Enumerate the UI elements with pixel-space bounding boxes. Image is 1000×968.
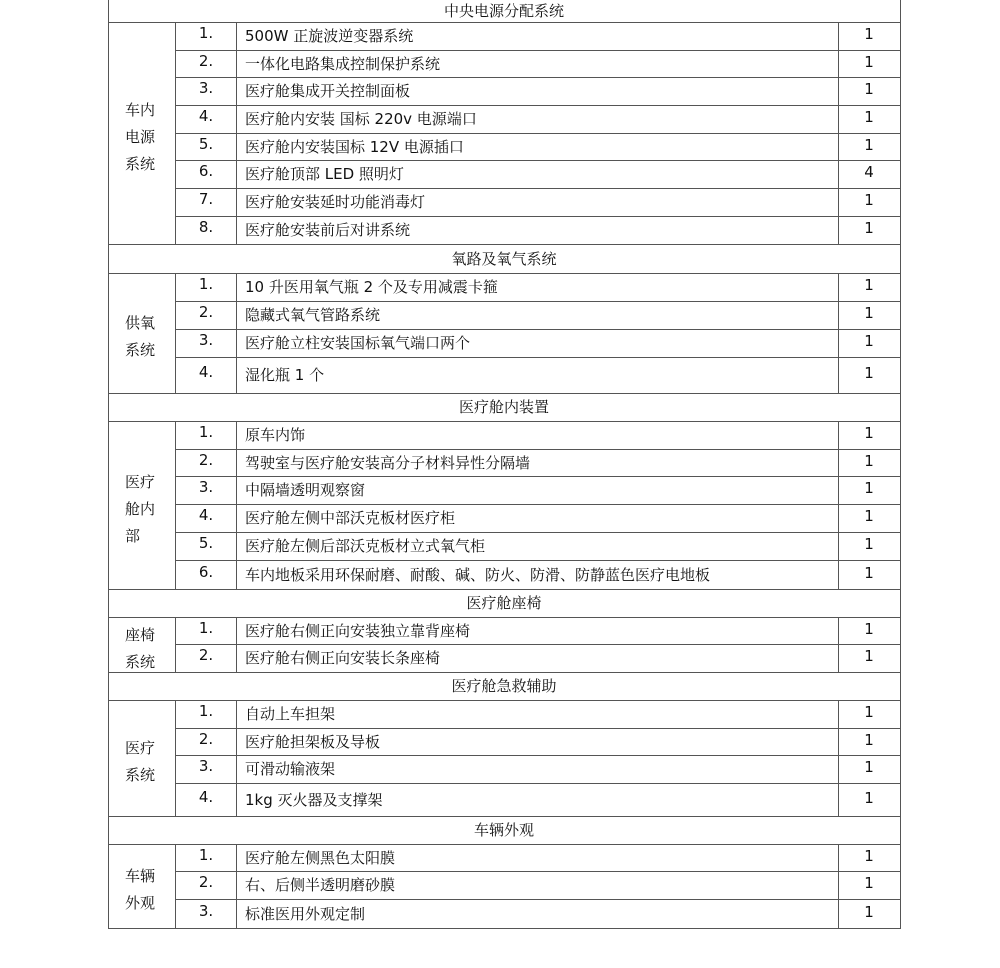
category-label: 系统 bbox=[125, 155, 156, 173]
table-border-left bbox=[108, 0, 109, 928]
item-number: 1. bbox=[198, 275, 214, 293]
section-title: 医疗舱急救辅助 bbox=[451, 677, 557, 695]
item-name: 一体化电路集成控制保护系统 bbox=[245, 55, 441, 73]
item-quantity: 1 bbox=[864, 758, 874, 776]
item-quantity: 1 bbox=[864, 507, 874, 525]
section-header-bottom bbox=[108, 844, 901, 845]
column-divider bbox=[236, 844, 237, 928]
row-divider bbox=[175, 476, 901, 477]
table-border-bottom bbox=[108, 928, 901, 929]
item-quantity: 4 bbox=[864, 163, 874, 181]
item-number: 2. bbox=[198, 451, 214, 469]
item-number: 6. bbox=[198, 162, 214, 180]
item-name: 医疗舱左侧后部沃克板材立式氧气柜 bbox=[245, 537, 486, 555]
row-divider bbox=[175, 783, 901, 784]
section-header-bottom bbox=[108, 421, 901, 422]
section-title: 中央电源分配系统 bbox=[443, 2, 564, 20]
category-label: 外观 bbox=[125, 894, 156, 912]
section-header-bottom bbox=[108, 273, 901, 274]
item-name: 医疗舱左侧中部沃克板材医疗柜 bbox=[245, 509, 456, 527]
item-name: 可滑动输液架 bbox=[245, 760, 336, 778]
section-divider bbox=[108, 816, 901, 817]
row-divider bbox=[175, 755, 901, 756]
item-number: 2. bbox=[198, 646, 214, 664]
category-label: 系统 bbox=[125, 766, 156, 784]
section-divider bbox=[108, 244, 901, 245]
item-number: 4. bbox=[198, 107, 214, 125]
row-divider bbox=[175, 188, 901, 189]
item-number: 3. bbox=[198, 331, 214, 349]
category-label: 系统 bbox=[125, 653, 156, 671]
item-name: 医疗舱担架板及导板 bbox=[245, 733, 381, 751]
row-divider bbox=[175, 728, 901, 729]
column-divider bbox=[236, 273, 237, 393]
row-divider bbox=[175, 160, 901, 161]
row-divider bbox=[175, 357, 901, 358]
section-title: 氧路及氧气系统 bbox=[451, 250, 557, 268]
item-number: 2. bbox=[198, 52, 214, 70]
category-label: 医疗 bbox=[125, 473, 156, 491]
section-header-bottom bbox=[108, 700, 901, 701]
item-quantity: 1 bbox=[864, 564, 874, 582]
item-quantity: 1 bbox=[864, 25, 874, 43]
item-quantity: 1 bbox=[864, 108, 874, 126]
item-number: 4. bbox=[198, 506, 214, 524]
item-number: 2. bbox=[198, 730, 214, 748]
row-divider bbox=[175, 644, 901, 645]
item-quantity: 1 bbox=[864, 847, 874, 865]
row-divider bbox=[175, 105, 901, 106]
item-quantity: 1 bbox=[864, 620, 874, 638]
item-name: 右、后侧半透明磨砂膜 bbox=[245, 876, 396, 894]
item-name: 中隔墙透明观察窗 bbox=[245, 481, 366, 499]
item-number: 7. bbox=[198, 190, 214, 208]
item-number: 4. bbox=[198, 788, 214, 806]
item-number: 4. bbox=[198, 363, 214, 381]
item-name: 湿化瓶 1 个 bbox=[245, 366, 325, 384]
item-quantity: 1 bbox=[864, 332, 874, 350]
column-divider bbox=[236, 421, 237, 589]
category-label: 医疗 bbox=[125, 739, 156, 757]
row-divider bbox=[175, 329, 901, 330]
item-quantity: 1 bbox=[864, 731, 874, 749]
row-divider bbox=[175, 449, 901, 450]
item-name: 医疗舱右侧正向安装长条座椅 bbox=[245, 649, 441, 667]
item-name: 医疗舱立柱安装国标氧气端口两个 bbox=[245, 334, 471, 352]
section-header-bottom bbox=[108, 617, 901, 618]
row-divider bbox=[175, 504, 901, 505]
category-label: 车内 bbox=[125, 101, 156, 119]
row-divider bbox=[175, 77, 901, 78]
item-quantity: 1 bbox=[864, 479, 874, 497]
item-number: 1. bbox=[198, 423, 214, 441]
section-divider bbox=[108, 589, 901, 590]
category-label: 电源 bbox=[125, 128, 156, 146]
row-divider bbox=[175, 899, 901, 900]
section-title: 医疗舱座椅 bbox=[466, 594, 542, 612]
item-number: 6. bbox=[198, 563, 214, 581]
category-label: 舱内 bbox=[125, 500, 156, 518]
table-border-right bbox=[900, 0, 901, 928]
item-name: 标准医用外观定制 bbox=[245, 905, 366, 923]
item-name: 医疗舱左侧黑色太阳膜 bbox=[245, 849, 396, 867]
item-quantity: 1 bbox=[864, 424, 874, 442]
item-number: 1. bbox=[198, 846, 214, 864]
row-divider bbox=[175, 560, 901, 561]
item-number: 5. bbox=[198, 534, 214, 552]
section-title: 医疗舱内装置 bbox=[458, 398, 549, 416]
item-quantity: 1 bbox=[864, 789, 874, 807]
item-quantity: 1 bbox=[864, 874, 874, 892]
item-name: 1kg 灭火器及支撑架 bbox=[245, 791, 383, 809]
row-divider bbox=[175, 133, 901, 134]
item-name: 医疗舱顶部 LED 照明灯 bbox=[245, 165, 404, 183]
section-divider bbox=[108, 393, 901, 394]
item-number: 5. bbox=[198, 135, 214, 153]
item-quantity: 1 bbox=[864, 703, 874, 721]
item-number: 3. bbox=[198, 757, 214, 775]
item-number: 8. bbox=[198, 218, 214, 236]
item-name: 10 升医用氧气瓶 2 个及专用减震卡箍 bbox=[245, 278, 498, 296]
category-label: 座椅 bbox=[125, 626, 156, 644]
row-divider bbox=[175, 871, 901, 872]
item-number: 3. bbox=[198, 478, 214, 496]
category-label: 部 bbox=[125, 527, 141, 545]
row-divider bbox=[175, 301, 901, 302]
item-name: 原车内饰 bbox=[245, 426, 306, 444]
item-quantity: 1 bbox=[864, 53, 874, 71]
item-quantity: 1 bbox=[864, 647, 874, 665]
section-divider bbox=[108, 672, 901, 673]
item-name: 500W 正旋波逆变器系统 bbox=[245, 27, 414, 45]
row-divider bbox=[175, 532, 901, 533]
item-number: 2. bbox=[198, 873, 214, 891]
item-quantity: 1 bbox=[864, 903, 874, 921]
item-name: 驾驶室与医疗舱安装高分子材料异性分隔墙 bbox=[245, 454, 531, 472]
section-title: 车辆外观 bbox=[473, 821, 534, 839]
item-number: 1. bbox=[198, 619, 214, 637]
item-number: 3. bbox=[198, 79, 214, 97]
category-label: 车辆 bbox=[125, 867, 156, 885]
item-number: 1. bbox=[198, 24, 214, 42]
item-name: 车内地板采用环保耐磨、耐酸、碱、防火、防滑、防静蓝色医疗电地板 bbox=[245, 566, 711, 584]
item-quantity: 1 bbox=[864, 304, 874, 322]
category-label: 供氧 bbox=[125, 314, 156, 332]
item-quantity: 1 bbox=[864, 219, 874, 237]
item-number: 1. bbox=[198, 702, 214, 720]
section-header-bottom bbox=[108, 22, 901, 23]
item-number: 3. bbox=[198, 902, 214, 920]
item-name: 医疗舱右侧正向安装独立靠背座椅 bbox=[245, 622, 471, 640]
item-name: 自动上车担架 bbox=[245, 705, 336, 723]
item-quantity: 1 bbox=[864, 276, 874, 294]
item-name: 医疗舱内安装国标 12V 电源插口 bbox=[245, 138, 464, 156]
item-quantity: 1 bbox=[864, 452, 874, 470]
item-name: 医疗舱内安装 国标 220v 电源端口 bbox=[245, 110, 477, 128]
item-quantity: 1 bbox=[864, 80, 874, 98]
item-number: 2. bbox=[198, 303, 214, 321]
item-name: 医疗舱安装前后对讲系统 bbox=[245, 221, 411, 239]
item-quantity: 1 bbox=[864, 364, 874, 382]
row-divider bbox=[175, 50, 901, 51]
category-label: 系统 bbox=[125, 341, 156, 359]
item-quantity: 1 bbox=[864, 535, 874, 553]
item-name: 隐藏式氧气管路系统 bbox=[245, 306, 381, 324]
item-name: 医疗舱安装延时功能消毒灯 bbox=[245, 193, 426, 211]
row-divider bbox=[175, 216, 901, 217]
item-name: 医疗舱集成开关控制面板 bbox=[245, 82, 411, 100]
column-divider bbox=[236, 700, 237, 816]
item-quantity: 1 bbox=[864, 136, 874, 154]
item-quantity: 1 bbox=[864, 191, 874, 209]
